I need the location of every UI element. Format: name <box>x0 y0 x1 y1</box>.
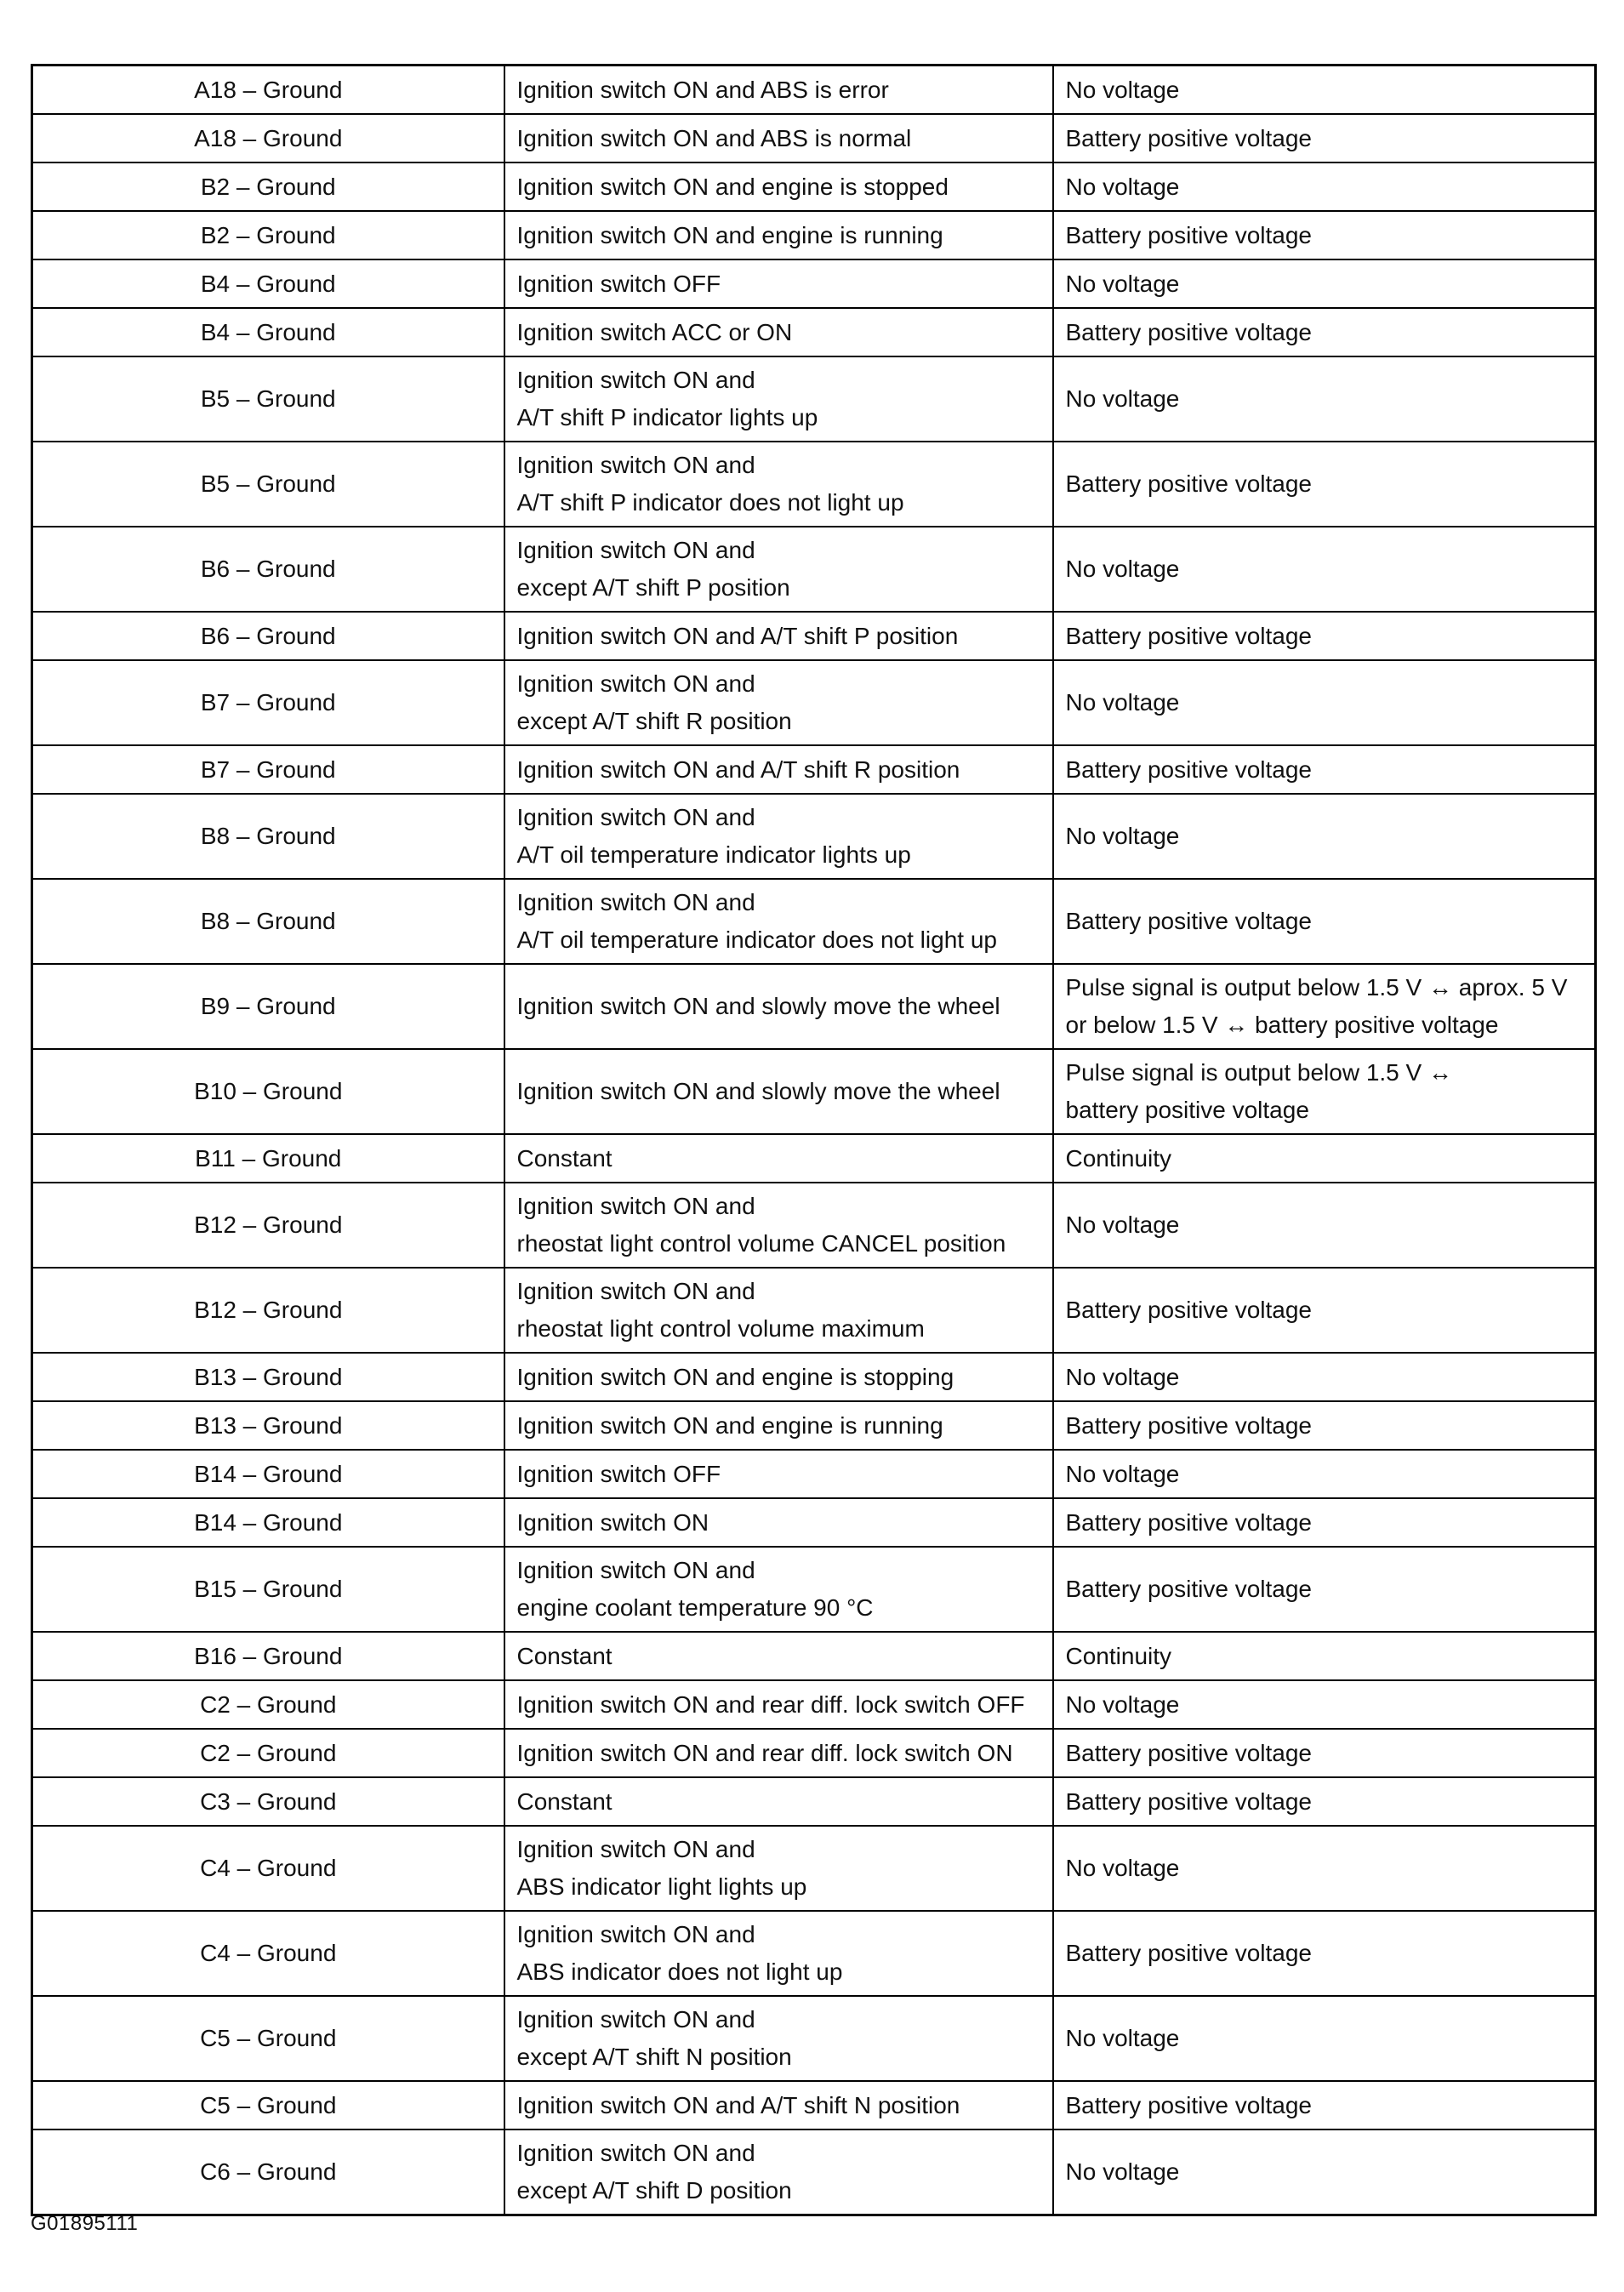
specified-condition-cell-line: No voltage <box>1065 2158 1180 2185</box>
condition-cell-line: A/T oil temperature indicator does not light up <box>516 926 997 953</box>
specified-condition-cell-line: Battery positive voltage <box>1065 1787 1312 1815</box>
specified-condition-cell-line: Battery positive voltage <box>1065 2091 1312 2118</box>
specified-condition-cell-line: No voltage <box>1065 1855 1180 1881</box>
condition-cell-line: A/T shift P indicator lights up <box>516 404 818 430</box>
table-body <box>32 66 1596 2215</box>
terminal-cell: B8 – Ground <box>32 879 504 964</box>
terminal-voltage-table <box>31 64 1597 2216</box>
condition-cell <box>504 1632 1053 1680</box>
condition-cell-line: Ignition switch ON and engine is running <box>516 1411 943 1439</box>
condition-cell <box>504 114 1053 162</box>
condition-cell-line: Ignition switch ON and A/T shift P position <box>516 622 959 649</box>
terminal-cell: B2 – Ground <box>32 211 504 259</box>
specified-condition-cell-line: No voltage <box>1065 1212 1180 1238</box>
table-row <box>32 660 1596 745</box>
condition-cell <box>504 527 1053 612</box>
condition-cell-line: Constant <box>516 1787 613 1815</box>
specified-condition-cell-line: No voltage <box>1065 556 1180 582</box>
specified-condition-cell <box>1053 527 1596 612</box>
specified-condition-cell <box>1053 964 1596 1049</box>
condition-cell-line: Ignition switch ON and <box>516 367 755 393</box>
condition-cell-line: Ignition switch ON and <box>516 1278 755 1304</box>
specified-condition-cell <box>1053 259 1596 308</box>
condition-cell <box>504 1680 1053 1729</box>
condition-cell-line: Constant <box>516 1144 613 1172</box>
condition-cell-line: except A/T shift N position <box>516 2044 792 2070</box>
condition-cell <box>504 964 1053 1049</box>
condition-cell-line: except A/T shift P position <box>516 574 790 601</box>
specified-condition-cell-line: No voltage <box>1065 76 1180 103</box>
table-row <box>32 879 1596 964</box>
terminal-cell: C2 – Ground <box>32 1680 504 1729</box>
table-row <box>32 356 1596 442</box>
table-row <box>32 2130 1596 2215</box>
specified-condition-cell <box>1053 1996 1596 2081</box>
table-row <box>32 259 1596 308</box>
table-row <box>32 1996 1596 2081</box>
condition-cell <box>504 442 1053 527</box>
specified-condition-cell-line: Battery positive voltage <box>1065 470 1312 497</box>
condition-cell <box>504 1729 1053 1777</box>
condition-cell-line: Ignition switch OFF <box>516 270 721 297</box>
specified-condition-cell <box>1053 1547 1596 1632</box>
specified-condition-cell <box>1053 660 1596 745</box>
specified-condition-cell-line: Pulse signal is output below 1.5 V ↔ aprox. 5 V <box>1065 974 1568 1001</box>
condition-cell <box>504 259 1053 308</box>
specified-condition-cell <box>1053 308 1596 356</box>
table-row <box>32 1049 1596 1134</box>
specified-condition-cell-line: Battery positive voltage <box>1065 1739 1312 1766</box>
condition-cell-line: ABS indicator does not light up <box>516 1958 843 1985</box>
terminal-cell: B13 – Ground <box>32 1353 504 1401</box>
condition-cell-line: Ignition switch ON and slowly move the wheel <box>516 1078 1000 1104</box>
condition-cell-line: Ignition switch ON and <box>516 670 755 697</box>
specified-condition-cell <box>1053 1353 1596 1401</box>
specified-condition-cell <box>1053 1268 1596 1353</box>
specified-condition-cell-line: No voltage <box>1065 823 1180 849</box>
condition-cell <box>504 1826 1053 1911</box>
condition-cell <box>504 660 1053 745</box>
table-row <box>32 1268 1596 1353</box>
table-row <box>32 211 1596 259</box>
condition-cell-line: Ignition switch ON and engine is stopping <box>516 1363 954 1390</box>
condition-cell <box>504 612 1053 660</box>
condition-cell-line: rheostat light control volume CANCEL position <box>516 1230 1006 1257</box>
specified-condition-cell-line: Battery positive voltage <box>1065 1411 1312 1439</box>
specified-condition-cell <box>1053 356 1596 442</box>
condition-cell-line: Ignition switch ON and engine is stopped <box>516 173 949 200</box>
table-row <box>32 1680 1596 1729</box>
condition-cell-line: Ignition switch ON and A/T shift R position <box>516 755 960 783</box>
condition-cell-line: except A/T shift R position <box>516 708 792 734</box>
table-row <box>32 794 1596 879</box>
condition-cell-line: rheostat light control volume maximum <box>516 1315 925 1342</box>
condition-cell-line: Ignition switch ON and <box>516 804 755 830</box>
figure-code: G01895111 <box>31 2212 139 2235</box>
terminal-cell: B2 – Ground <box>32 162 504 211</box>
table-row <box>32 308 1596 356</box>
condition-cell <box>504 1401 1053 1450</box>
condition-cell-line: ABS indicator light lights up <box>516 1873 807 1900</box>
table-row <box>32 1547 1596 1632</box>
table-row <box>32 442 1596 527</box>
condition-cell-line: A/T oil temperature indicator lights up <box>516 841 911 868</box>
specified-condition-cell-line: Battery positive voltage <box>1065 1508 1312 1536</box>
specified-condition-cell <box>1053 162 1596 211</box>
condition-cell <box>504 794 1053 879</box>
condition-cell <box>504 2081 1053 2130</box>
condition-cell <box>504 2130 1053 2215</box>
condition-cell-line: Ignition switch ON and ABS is normal <box>516 124 912 151</box>
specified-condition-cell-line: Battery positive voltage <box>1065 622 1312 649</box>
terminal-cell: B6 – Ground <box>32 527 504 612</box>
condition-cell <box>504 1911 1053 1996</box>
terminal-cell: B14 – Ground <box>32 1498 504 1547</box>
condition-cell-line: Ignition switch ON and <box>516 2006 755 2033</box>
condition-cell <box>504 1498 1053 1547</box>
table-row <box>32 1632 1596 1680</box>
condition-cell-line: Ignition switch ON and engine is running <box>516 221 943 248</box>
condition-cell-line: Ignition switch ON and <box>516 537 755 563</box>
terminal-table-container <box>31 64 1594 2216</box>
terminal-cell: A18 – Ground <box>32 114 504 162</box>
specified-condition-cell-line: No voltage <box>1065 1690 1180 1718</box>
condition-cell-line: Ignition switch ON and <box>516 1557 755 1583</box>
terminal-cell: B5 – Ground <box>32 356 504 442</box>
condition-cell-line: A/T shift P indicator does not light up <box>516 489 904 516</box>
condition-cell <box>504 356 1053 442</box>
specified-condition-cell <box>1053 1826 1596 1911</box>
specified-condition-cell <box>1053 2130 1596 2215</box>
condition-cell <box>504 308 1053 356</box>
condition-cell <box>504 879 1053 964</box>
specified-condition-cell-line: No voltage <box>1065 173 1180 200</box>
condition-cell-line: Ignition switch ON and <box>516 1921 755 1947</box>
specified-condition-cell <box>1053 1777 1596 1826</box>
specified-condition-cell <box>1053 1049 1596 1134</box>
table-row <box>32 1777 1596 1826</box>
specified-condition-cell-line: Battery positive voltage <box>1065 124 1312 151</box>
specified-condition-cell <box>1053 612 1596 660</box>
table-row <box>32 1450 1596 1498</box>
table-row <box>32 162 1596 211</box>
specified-condition-cell-line: Battery positive voltage <box>1065 221 1312 248</box>
specified-condition-cell <box>1053 2081 1596 2130</box>
specified-condition-cell <box>1053 1450 1596 1498</box>
terminal-cell: C3 – Ground <box>32 1777 504 1826</box>
terminal-cell: B13 – Ground <box>32 1401 504 1450</box>
specified-condition-cell-line: No voltage <box>1065 2025 1180 2051</box>
specified-condition-cell <box>1053 1134 1596 1183</box>
terminal-cell: C5 – Ground <box>32 1996 504 2081</box>
specified-condition-cell <box>1053 879 1596 964</box>
condition-cell-line: Ignition switch ON and slowly move the wheel <box>516 993 1000 1019</box>
specified-condition-cell-line: Battery positive voltage <box>1065 755 1312 783</box>
condition-cell-line: except A/T shift D position <box>516 2177 792 2204</box>
specified-condition-cell-line: Battery positive voltage <box>1065 318 1312 345</box>
condition-cell-line: Ignition switch ACC or ON <box>516 318 793 345</box>
condition-cell <box>504 1353 1053 1401</box>
table-row <box>32 1826 1596 1911</box>
table-row <box>32 527 1596 612</box>
condition-cell-line: Ignition switch ON and A/T shift N position <box>516 2091 960 2118</box>
condition-cell-line: Ignition switch ON and ABS is error <box>516 76 889 103</box>
table-row <box>32 612 1596 660</box>
specified-condition-cell <box>1053 1183 1596 1268</box>
condition-cell-line: engine coolant temperature 90 °C <box>516 1594 874 1621</box>
terminal-cell: C4 – Ground <box>32 1911 504 1996</box>
terminal-cell: B14 – Ground <box>32 1450 504 1498</box>
specified-condition-cell <box>1053 1680 1596 1729</box>
terminal-cell: B5 – Ground <box>32 442 504 527</box>
table-row <box>32 1183 1596 1268</box>
specified-condition-cell <box>1053 1401 1596 1450</box>
specified-condition-cell <box>1053 1498 1596 1547</box>
condition-cell <box>504 745 1053 794</box>
terminal-cell: B11 – Ground <box>32 1134 504 1183</box>
condition-cell-line: Constant <box>516 1642 613 1669</box>
condition-cell <box>504 1996 1053 2081</box>
specified-condition-cell-line: Pulse signal is output below 1.5 V ↔ <box>1065 1059 1452 1086</box>
specified-condition-cell-line: battery positive voltage <box>1065 1097 1309 1123</box>
specified-condition-cell-line: No voltage <box>1065 385 1180 412</box>
condition-cell <box>504 66 1053 115</box>
specified-condition-cell <box>1053 1632 1596 1680</box>
terminal-cell: B4 – Ground <box>32 308 504 356</box>
condition-cell <box>504 1268 1053 1353</box>
terminal-cell: C5 – Ground <box>32 2081 504 2130</box>
condition-cell <box>504 1134 1053 1183</box>
condition-cell-line: Ignition switch ON and <box>516 1193 755 1219</box>
specified-condition-cell-line: Battery positive voltage <box>1065 1576 1312 1602</box>
terminal-cell: B8 – Ground <box>32 794 504 879</box>
specified-condition-cell <box>1053 794 1596 879</box>
condition-cell-line: Ignition switch ON and <box>516 2140 755 2166</box>
terminal-cell: B16 – Ground <box>32 1632 504 1680</box>
terminal-cell: B7 – Ground <box>32 660 504 745</box>
condition-cell-line: Ignition switch ON <box>516 1508 709 1536</box>
table-row <box>32 2081 1596 2130</box>
specified-condition-cell-line: Continuity <box>1065 1642 1172 1669</box>
condition-cell-line: Ignition switch ON and <box>516 452 755 478</box>
terminal-cell: B6 – Ground <box>32 612 504 660</box>
table-row <box>32 1729 1596 1777</box>
terminal-cell: B7 – Ground <box>32 745 504 794</box>
specified-condition-cell <box>1053 745 1596 794</box>
condition-cell <box>504 162 1053 211</box>
specified-condition-cell-line: Battery positive voltage <box>1065 1940 1312 1966</box>
condition-cell <box>504 1183 1053 1268</box>
terminal-cell: B15 – Ground <box>32 1547 504 1632</box>
condition-cell-line: Ignition switch ON and <box>516 1836 755 1862</box>
table-row <box>32 745 1596 794</box>
specified-condition-cell <box>1053 114 1596 162</box>
condition-cell <box>504 1777 1053 1826</box>
table-row <box>32 1401 1596 1450</box>
specified-condition-cell-line: Battery positive voltage <box>1065 1297 1312 1323</box>
table-row <box>32 1911 1596 1996</box>
table-row <box>32 1134 1596 1183</box>
specified-condition-cell-line: or below 1.5 V ↔ battery positive voltage <box>1065 1012 1499 1038</box>
condition-cell <box>504 211 1053 259</box>
table-row <box>32 964 1596 1049</box>
table-row <box>32 66 1596 115</box>
table-row <box>32 114 1596 162</box>
terminal-cell: B9 – Ground <box>32 964 504 1049</box>
terminal-cell: B12 – Ground <box>32 1183 504 1268</box>
specified-condition-cell-line: Battery positive voltage <box>1065 908 1312 934</box>
table-row <box>32 1498 1596 1547</box>
terminal-cell: B10 – Ground <box>32 1049 504 1134</box>
terminal-cell: C6 – Ground <box>32 2130 504 2215</box>
specified-condition-cell-line: No voltage <box>1065 270 1180 297</box>
condition-cell-line: Ignition switch OFF <box>516 1460 721 1487</box>
terminal-cell: A18 – Ground <box>32 66 504 115</box>
specified-condition-cell <box>1053 1729 1596 1777</box>
specified-condition-cell-line: No voltage <box>1065 1363 1180 1390</box>
specified-condition-cell <box>1053 211 1596 259</box>
specified-condition-cell-line: No voltage <box>1065 689 1180 716</box>
terminal-cell: B4 – Ground <box>32 259 504 308</box>
condition-cell <box>504 1450 1053 1498</box>
condition-cell-line: Ignition switch ON and <box>516 889 755 915</box>
specified-condition-cell <box>1053 442 1596 527</box>
terminal-cell: B12 – Ground <box>32 1268 504 1353</box>
condition-cell <box>504 1049 1053 1134</box>
condition-cell-line: Ignition switch ON and rear diff. lock switch OFF <box>516 1690 1025 1718</box>
specified-condition-cell-line: No voltage <box>1065 1460 1180 1487</box>
condition-cell <box>504 1547 1053 1632</box>
terminal-cell: C4 – Ground <box>32 1826 504 1911</box>
specified-condition-cell <box>1053 1911 1596 1996</box>
terminal-cell: C2 – Ground <box>32 1729 504 1777</box>
condition-cell-line: Ignition switch ON and rear diff. lock switch ON <box>516 1739 1013 1766</box>
table-row <box>32 1353 1596 1401</box>
specified-condition-cell <box>1053 66 1596 115</box>
specified-condition-cell-line: Continuity <box>1065 1144 1172 1172</box>
